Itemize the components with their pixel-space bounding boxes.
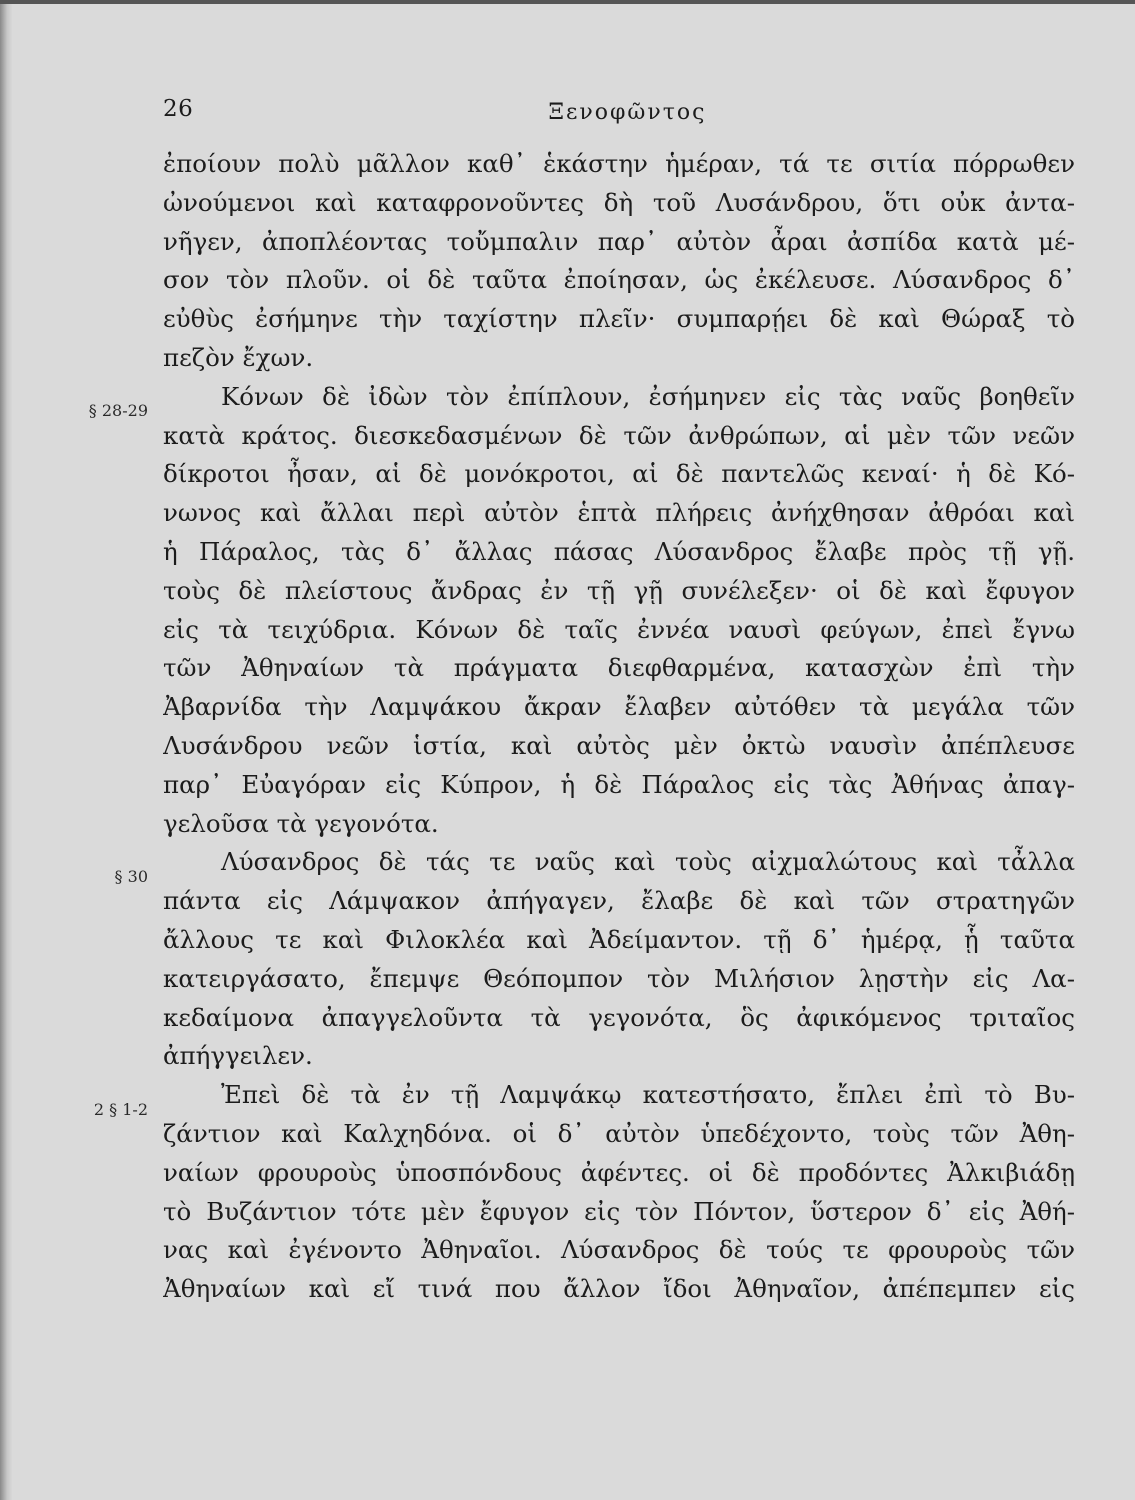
text-line: ἐποίουν πολὺ μᾶλλον καθ᾽ ἑκάστην ἡμέραν, τά τε σιτία πόρρωθεν (163, 149, 1075, 178)
running-head: Ξενοφῶντος (548, 100, 707, 125)
text-line: πάντα εἰς Λάμψακον ἀπήγαγεν, ἔλαβε δὲ καὶ τῶν στρατηγῶν (163, 886, 1075, 916)
text-line: εὐθὺς ἐσήμηνε τὴν ταχίστην πλεῖν· συμπαρῄει δὲ καὶ Θώραξ τὸ (163, 304, 1075, 334)
text-line: εἰς τὰ τειχύδρια. Κόνων δὲ ταῖς ἐννέα ναυσὶ φεύγων, ἐπεὶ ἔγνω (163, 614, 1075, 644)
margin-section-ref: 2 § 1-2 (93, 1100, 148, 1119)
binding-edge (0, 0, 12, 1500)
text-line: τοὺς δὲ πλείστους ἄνδρας ἐν τῇ γῇ συνέλεξεν· οἱ δὲ καὶ ἔφυγον (163, 575, 1075, 605)
paragraph-first-line: Ἐπεὶ δὲ τὰ ἐν τῇ Λαμψάκῳ κατεστήσατο, ἔπλει ἐπὶ τὸ Βυ- (221, 1080, 1075, 1110)
page-top-edge (0, 0, 1135, 4)
text-line: τῶν Ἀθηναίων τὰ πράγματα διεφθαρμένα, κατασχὼν ἐπὶ τὴν (163, 653, 1075, 683)
paragraph-first-line: Κόνων δὲ ἰδὼν τὸν ἐπίπλουν, ἐσήμηνεν εἰς τὰς ναῦς βοηθεῖν (221, 381, 1075, 411)
text-line: γελοῦσα τὰ γεγονότα. (163, 808, 439, 838)
text-line: ναίων φρουροὺς ὑποσπόνδους ἀφέντες. οἱ δὲ προδόντες Ἀλκιβιάδῃ (163, 1157, 1075, 1187)
text-line: Ἀθηναίων καὶ εἴ τινά που ἄλλον ἴδοι Ἀθηναῖον, ἀπέπεμπεν εἰς (163, 1274, 1075, 1304)
text-line: δίκροτοι ἦσαν, αἱ δὲ μονόκροτοι, αἱ δὲ παντελῶς κεναί· ἡ δὲ Κό- (163, 459, 1075, 489)
margin-section-ref: § 28-29 (88, 401, 148, 420)
text-line: πεζὸν ἔχων. (163, 342, 314, 372)
text-line: σον τὸν πλοῦν. οἱ δὲ ταῦτα ἐποίησαν, ὡς ἐκέλευσε. Λύσανδρος δ᾽ (163, 265, 1075, 295)
text-line: ὠνούμενοι καὶ καταφρονοῦντες δὴ τοῦ Λυσάνδρου, ὅτι οὐκ ἀντα- (163, 187, 1075, 217)
text-line: ἄλλους τε καὶ Φιλοκλέα καὶ Ἀδείμαντον. τῇ δ᾽ ἡμέρᾳ, ᾗ ταῦτα (163, 924, 1075, 954)
text-line: ἡ Πάραλος, τὰς δ᾽ ἄλλας πάσας Λύσανδρος ἔλαβε πρὸς τῇ γῇ. (163, 536, 1075, 566)
page-number: 26 (163, 96, 194, 122)
text-line: κατὰ κράτος. διεσκεδασμένων δὲ τῶν ἀνθρώπων, αἱ μὲν τῶν νεῶν (163, 420, 1075, 450)
text-line: τὸ Βυζάντιον τότε μὲν ἔφυγον εἰς τὸν Πόντον, ὕστερον δ᾽ εἰς Ἀθή- (163, 1196, 1075, 1226)
main-text-block (163, 145, 1075, 1309)
text-line: Λυσάνδρου νεῶν ἱστία, καὶ αὐτὸς μὲν ὀκτὼ ναυσὶν ἀπέπλευσε (163, 730, 1075, 760)
paragraph-first-line: Λύσανδρος δὲ τάς τε ναῦς καὶ τοὺς αἰχμαλώτους καὶ τἆλλα (221, 847, 1075, 877)
text-line: παρ᾽ Εὐαγόραν εἰς Κύπρον, ἡ δὲ Πάραλος εἰς τὰς Ἀθήνας ἀπαγ- (163, 769, 1075, 799)
text-line: ἀπήγγειλεν. (163, 1041, 313, 1071)
text-line: κεδαίμονα ἀπαγγελοῦντα τὰ γεγονότα, ὃς ἀφικόμενος τριταῖος (163, 1002, 1075, 1032)
text-line: Ἀβαρνίδα τὴν Λαμψάκου ἄκραν ἔλαβεν αὐτόθεν τὰ μεγάλα τῶν (163, 692, 1075, 722)
text-line: ζάντιον καὶ Καλχηδόνα. οἱ δ᾽ αὐτὸν ὑπεδέχοντο, τοὺς τῶν Ἀθη- (163, 1118, 1075, 1148)
text-line: νωνος καὶ ἄλλαι περὶ αὐτὸν ἑπτὰ πλήρεις ἀνήχθησαν ἀθρόαι καὶ (163, 498, 1075, 528)
text-line: κατειργάσατο, ἔπεμψε Θεόπομπον τὸν Μιλήσιον λῃστὴν εἰς Λα- (163, 963, 1075, 993)
text-line: νῆγεν, ἀποπλέοντας τοὔμπαλιν παρ᾽ αὐτὸν ἆραι ἀσπίδα κατὰ μέ- (163, 226, 1075, 256)
text-line: νας καὶ ἐγένοντο Ἀθηναῖοι. Λύσανδρος δὲ τούς τε φρουροὺς τῶν (163, 1235, 1075, 1265)
margin-section-ref: § 30 (114, 867, 148, 886)
